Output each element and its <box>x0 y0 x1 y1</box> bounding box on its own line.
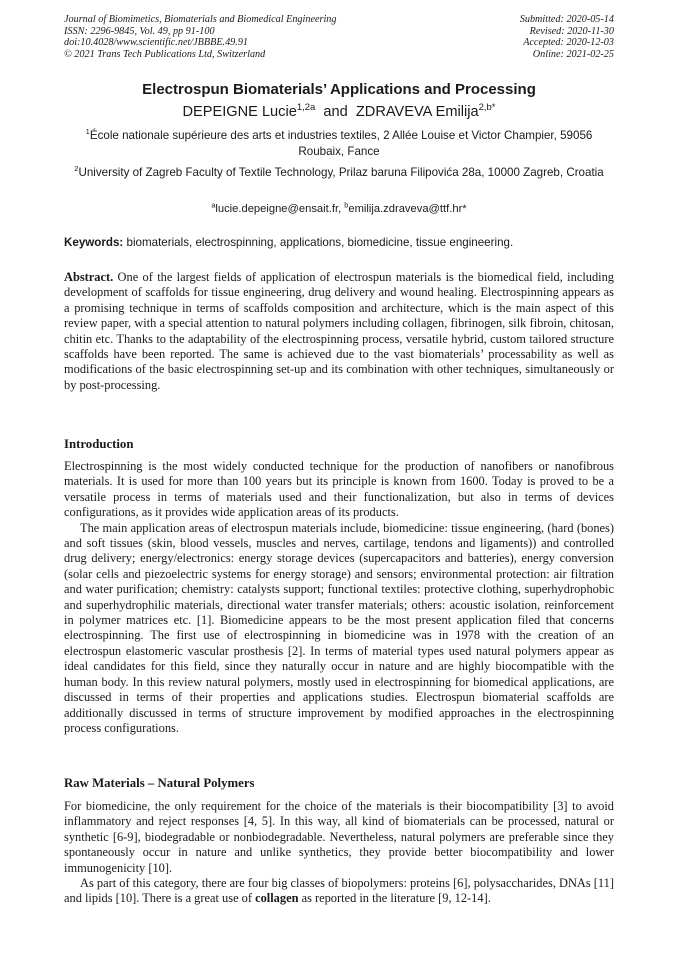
journal-issn: ISSN: 2296-9845, Vol. 49, pp 91-100 <box>64 25 215 37</box>
paragraph-text: as reported in the literature [9, 12-14]. <box>298 891 491 906</box>
abstract-paragraph <box>64 270 614 393</box>
date-accepted: Accepted: 2020-12-03 <box>523 37 614 49</box>
keywords-label: Keywords: <box>64 236 124 249</box>
paragraph-text: As part of this category, there are four big classes of biopolymers: proteins [6], polysaccharides, DNAs [11] and lipids [10]. There is a great use of <box>64 876 614 906</box>
submission-dates <box>414 14 614 60</box>
keywords <box>64 236 624 250</box>
journal-doi: doi:10.4028/www.scientific.net/JBBBE.49.91 <box>64 37 249 49</box>
body-paragraph: The main application areas of electrospun materials include, biomedicine: tissue engineering, (hard (bones) and soft tissues (skin, blood vessels, muscles and nerves, cartilage, tendons and ligaments)) and controlled drug delivery; energy/electronics: energy storage devices (supercapacitors and batteries), energy conversion (solar cells and piezoelectric systems for energy storage) and sensors; environmental protection: air filtration and water purification; chemistry: catalysts support; functional textiles: protective clothing, superhydrophobic and superhydrophilic materials, directional water transfer materials; others: acoustic isolation, reinforcement in polymer matrices etc. [1]. Biomedicine appears to be the most present application filed that concerns electrospinning. The first use of electrospinning in biomedicine was in 1978 with the creation of an electrospun elastomeric vascular prosthesis [2]. In terms of material types used natural polymers appear as ideal candidates for this field, since they naturally occur in nature and are highly biocompatible with the human body. In this review natural polymers, mostly used in electrospinning for biomedical applications, are discussed in terms of their properties and applications studies. Electrospun biomaterial scaffolds are additionally discussed in terms of structure improvement by modified approaches in the electrospinning process configurations. <box>64 520 614 735</box>
author-name: DEPEIGNE Lucie <box>182 104 297 120</box>
abstract <box>64 270 614 393</box>
email-mark: a <box>211 200 216 210</box>
affiliation <box>64 165 614 181</box>
affiliation-text: École nationale supérieure des arts et industries textiles, 2 Allée Louise et Victor Champier, 59056 Roubaix, Fance <box>89 129 593 158</box>
body-paragraph: For biomedicine, the only requirement for the choice of the materials is their biocompatibility [3] to avoid inflammatory and reject responses [4, 5]. In this way, all kind of biomaterials can be processed, natural or synthetic [6-9], biodegradable or nonbiodegradable. Nevertheless, natural polymers are preferable since they spontaneously occur in nature and unlike synthetics, they provide better biocompatibility and lower immunogenicity [10]. <box>64 799 614 875</box>
affiliation <box>64 128 614 159</box>
body-paragraph <box>64 876 614 907</box>
email-mark: b <box>344 200 349 210</box>
author-affiliation-mark: 1,2a <box>296 102 316 114</box>
introduction-body <box>64 459 614 736</box>
affiliation-mark: 1 <box>85 127 90 137</box>
date-revised: Revised: 2020-11-30 <box>529 25 614 37</box>
paper-title: Electrospun Biomaterials’ Applications and Processing <box>142 81 536 98</box>
author-name: ZDRAVEVA Emilija <box>355 104 479 120</box>
journal-name: Journal of Biomimetics, Biomaterials and Biomedical Engineering <box>64 14 337 25</box>
keywords-text: biomaterials, electrospinning, applications, biomedicine, tissue engineering. <box>123 236 514 249</box>
affiliation-mark: 2 <box>74 164 79 174</box>
author-emails <box>64 202 614 216</box>
author-list <box>40 102 638 122</box>
abstract-text: One of the largest fields of application of electrospun materials is the biomedical field, including development of scaffolds for tissue engineering, drug delivery and wound healing. Electrospinning appears as a promising technique in terms of scaffolds composition and architecture, which is the main aspect of this review paper, with a special attention to natural polymers including collagen, fibrinogen, silk fibroin, chitosan, chitin etc. Thanks to the adaptability of the electrospinning process, versatile hybrid, custom tailored structure scaffolds have been reported. The same is achieved due to the vast biomaterials’ processability as well as modifications of the basic electrospinning set-up and its combination with other techniques, simultaneously or by post-processing. <box>64 270 614 392</box>
body-paragraph: Electrospinning is the most widely conducted technique for the production of nanofibers or nanofibrous materials. It is used for more than 100 years but its principle is known from 1600. Today is proved to be a versatile process in terms of materials used and their functionalization, but also in terms of devices configurations, as it provides wide application areas of its products. <box>64 459 614 520</box>
email-text: lucie.depeigne@ensait.fr, <box>215 203 345 215</box>
author-separator: and <box>323 104 348 120</box>
emphasis-term: collagen <box>255 891 299 906</box>
raw-materials-body <box>64 799 614 907</box>
date-online: Online: 2021-02-25 <box>532 48 614 60</box>
affiliation-text: University of Zagreb Faculty of Textile Technology, Prilaz baruna Filipovića 28a, 10000 Zagreb, Croatia <box>78 166 604 179</box>
email-text: emilija.zdraveva@ttf.hr* <box>348 203 467 215</box>
section-heading-introduction: Introduction <box>64 437 134 451</box>
journal-info <box>64 14 424 60</box>
author-affiliation-mark: 2,b* <box>478 102 496 114</box>
abstract-label: Abstract. <box>64 270 114 284</box>
date-submitted: Submitted: 2020-05-14 <box>519 14 614 25</box>
section-heading-raw-materials: Raw Materials – Natural Polymers <box>64 776 255 790</box>
journal-copyright: © 2021 Trans Tech Publications Ltd, Switzerland <box>64 48 266 60</box>
